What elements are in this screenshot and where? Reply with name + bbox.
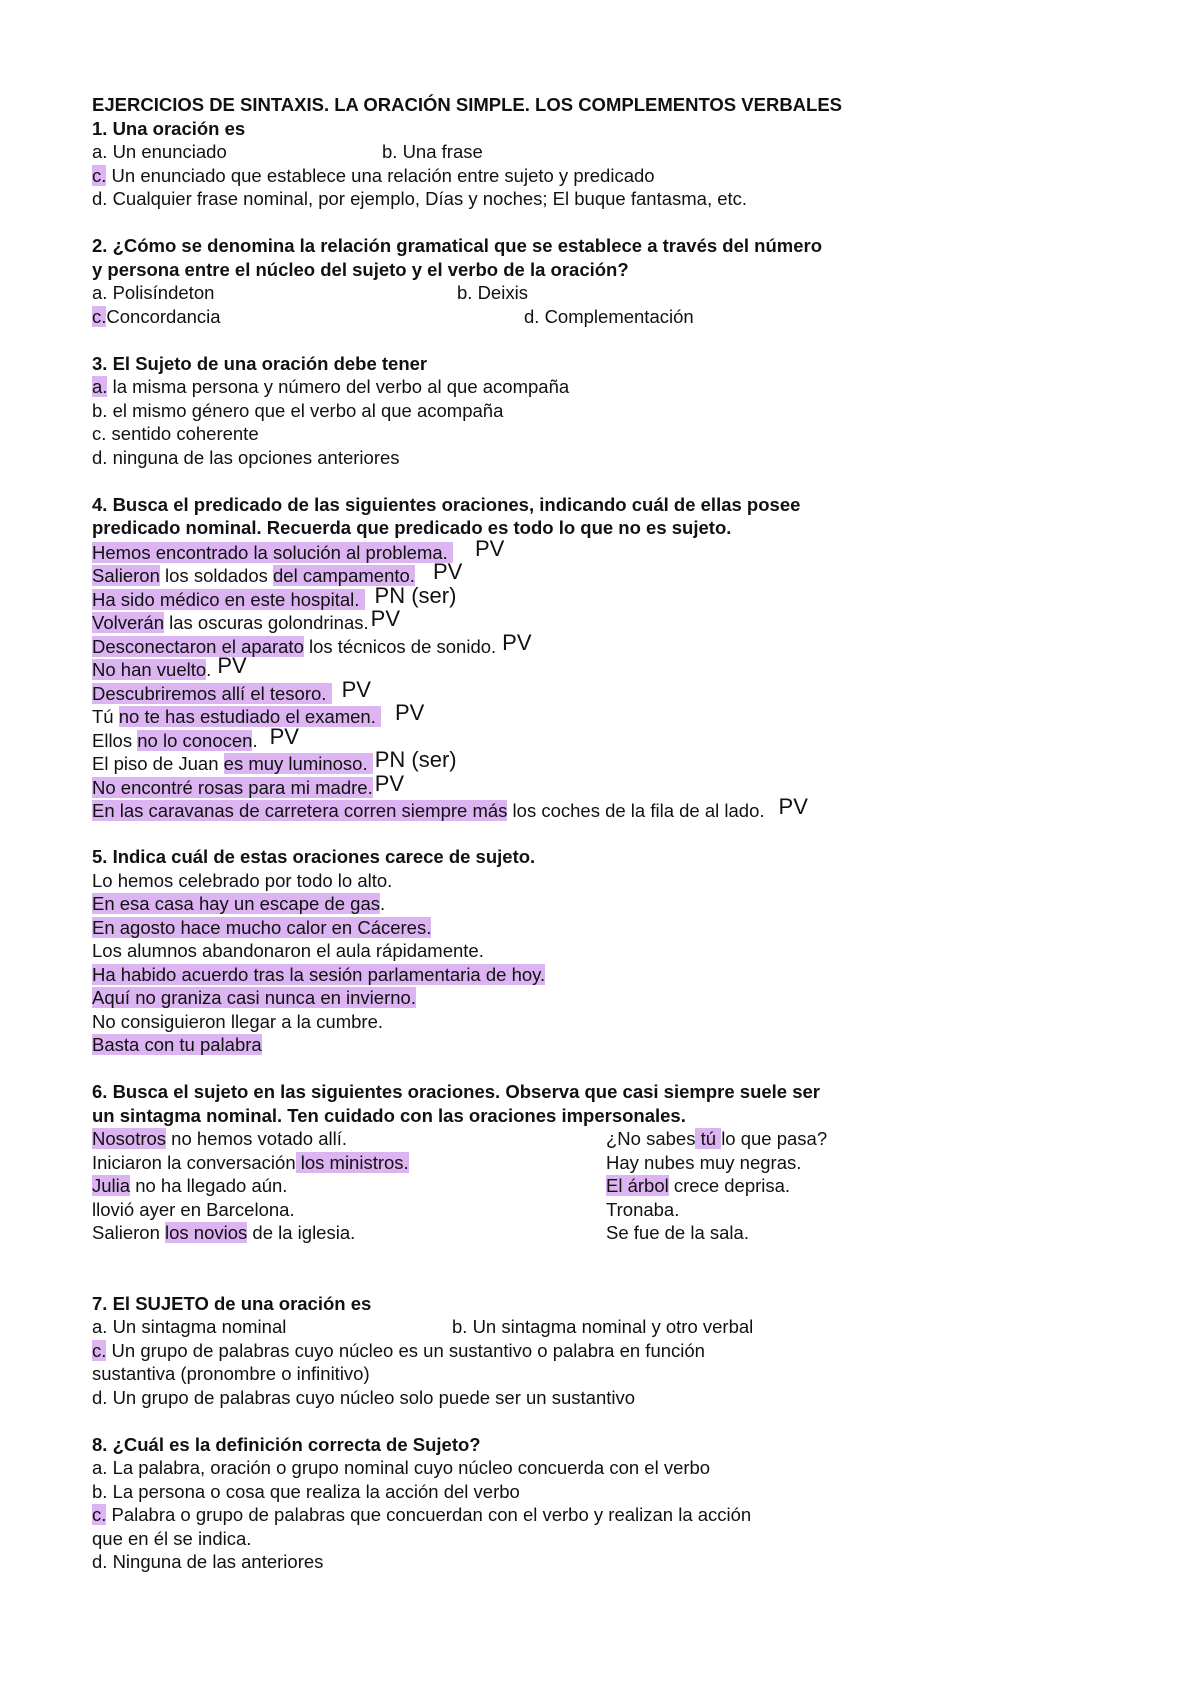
q2-option-c-text: Concordancia (106, 305, 221, 327)
subject-highlight: tú (695, 1128, 722, 1149)
q8-option-a: a. La palabra, oración o grupo nominal cuyo núcleo concuerda con el verbo (92, 1457, 711, 1478)
q8-question: 8. ¿Cuál es la definición correcta de Sujeto? (92, 1433, 481, 1455)
predicate-highlight: Desconectaron el aparato (92, 635, 304, 657)
sentence-text: Tú (92, 706, 119, 727)
predicate-highlight: No han vuelto (92, 659, 207, 680)
predicate-highlight: es muy luminoso. (223, 753, 373, 774)
q2-options-cd (92, 305, 1132, 329)
q7-option-b: b. Un sintagma nominal y otro verbal (452, 1316, 754, 1337)
q6-right-sentence-2: Hay nubes muy negras. (606, 1151, 802, 1173)
predicate-highlight: no te has estudiado el examen. (118, 706, 381, 727)
q5-sentence-7: No consiguieron llegar a la cumbre. (92, 1010, 384, 1032)
q4-sentence-11 (92, 770, 1132, 799)
q7-option-c-cont: sustantiva (pronombre o infinitivo) (92, 1363, 370, 1384)
q2-option-a: a. Polisíndeton (92, 282, 215, 303)
predicate-highlight: Volverán (92, 612, 164, 633)
q8-option-d: d. Ninguna de las anteriores (92, 1551, 324, 1572)
impersonal-highlight: Aquí no graniza casi nunca en invierno. (92, 987, 416, 1008)
answer-annotation: PV (778, 794, 808, 819)
q4-sentence-7 (92, 676, 1132, 705)
q6-row-2 (92, 1151, 1132, 1175)
q4-sentence-1 (92, 535, 1132, 564)
sentence-text: de la iglesia. (247, 1222, 356, 1243)
predicate-highlight: No encontré rosas para mi madre. (92, 776, 373, 798)
q2-option-c-marker: c. (92, 305, 107, 327)
q4-sentence-8 (92, 700, 1132, 728)
predicate-highlight: no lo conocen (137, 729, 253, 751)
subject-highlight: Nosotros (92, 1128, 167, 1149)
q7-option-d: d. Un grupo de palabras cuyo núcleo solo puede ser un sustantivo (92, 1386, 636, 1408)
sentence-text: las oscuras golondrinas. (164, 612, 369, 633)
q8-option-b: b. La persona o cosa que realiza la acción del verbo (92, 1480, 520, 1502)
q4-sentence-12 (92, 794, 1132, 822)
q3-option-c: c. sentido coherente (92, 423, 259, 444)
q5-sentence-3 (92, 916, 1132, 940)
predicate-highlight: Descubriremos allí el tesoro. (92, 682, 332, 704)
answer-annotation: PV (217, 653, 247, 678)
q3-option-a-marker: a. (92, 376, 108, 397)
sentence-text: los soldados (159, 565, 274, 586)
q6-right-sentence-1 (606, 1127, 827, 1151)
predicate-highlight: del campamento. (273, 565, 415, 586)
q4-sentence-4 (92, 606, 1132, 634)
document-content (92, 93, 1132, 1574)
q2-option-d: d. Complementación (524, 305, 694, 327)
q4-question-line2: predicado nominal. Recuerda que predicado es todo lo que no es sujeto. (92, 517, 732, 538)
q8-option-c (92, 1503, 1132, 1527)
q1-option-c-marker: c. (92, 164, 107, 186)
sentence-text: . (252, 729, 258, 751)
predicate-highlight: Salieron (92, 565, 160, 586)
q4-sentence-3 (92, 582, 1132, 611)
q8-option-c-cont: que en él se indica. (92, 1527, 252, 1549)
q3-question: 3. El Sujeto de una oración debe tener (92, 352, 428, 374)
q2-question-line2: y persona entre el núcleo del sujeto y el verbo de la oración? (92, 258, 629, 280)
sentence-text: no hemos votado allí. (166, 1128, 348, 1149)
q3-option-d: d. ninguna de las opciones anteriores (92, 446, 400, 468)
q5-sentence-6 (92, 986, 1132, 1010)
impersonal-highlight: Ha habido acuerdo tras la sesión parlamentaria de hoy. (92, 963, 546, 985)
q1-option-d: d. Cualquier frase nominal, por ejemplo, Días y noches; El buque fantasma, etc. (92, 188, 748, 209)
answer-annotation: PV (474, 535, 505, 561)
answer-annotation: PV (341, 676, 371, 702)
q2-option-b: b. Deixis (457, 282, 528, 303)
predicate-highlight: Ha sido médico en este hospital. (92, 588, 365, 610)
q5-question: 5. Indica cuál de estas oraciones carece de sujeto. (92, 846, 536, 867)
subject-highlight: los novios (165, 1222, 248, 1243)
sentence-text: Salieron (92, 1222, 166, 1243)
answer-annotation: PV (374, 770, 405, 796)
subject-highlight: los ministros. (295, 1151, 409, 1173)
q8-option-c-marker: c. (92, 1504, 107, 1525)
q6-right-sentence-4: Tronaba. (606, 1198, 680, 1220)
q6-right-sentence-3 (606, 1174, 790, 1198)
sentence-text: ¿No sabes (606, 1128, 696, 1149)
sentence-text: llovió ayer en Barcelona. (92, 1198, 295, 1220)
q6-right-sentence-5: Se fue de la sala. (606, 1222, 749, 1243)
q1-option-b: b. Una frase (382, 141, 483, 162)
q1-option-a: a. Un enunciado (92, 141, 227, 162)
subject-highlight: El árbol (606, 1175, 669, 1196)
q4-question-line1: 4. Busca el predicado de las siguientes oraciones, indicando cuál de ellas posee (92, 493, 801, 515)
predicate-highlight: En las caravanas de carretera corren siempre más (92, 800, 508, 821)
q3-option-a-text: la misma persona y número del verbo al que acompaña (107, 376, 570, 397)
q7-option-c-text: Un grupo de palabras cuyo núcleo es un sustantivo o palabra en función (106, 1339, 705, 1361)
q5-sentence-2 (92, 892, 1132, 916)
q6-question-line2: un sintagma nominal. Ten cuidado con las oraciones impersonales. (92, 1104, 686, 1126)
sentence-text: los técnicos de sonido. (303, 635, 497, 657)
q7-option-a: a. Un sintagma nominal (92, 1316, 287, 1337)
q3-option-b: b. el mismo género que el verbo al que acompaña (92, 399, 504, 421)
answer-annotation: PV (370, 606, 400, 631)
q6-question-line1: 6. Busca el sujeto en las siguientes oraciones. Observa que casi siempre suele ser (92, 1081, 821, 1102)
sentence-text: . (379, 893, 386, 914)
answer-annotation: PN (ser) (374, 747, 457, 772)
q3-option-a (92, 375, 1132, 399)
sentence-text: Ellos (92, 729, 138, 751)
q1-option-c (92, 164, 1132, 188)
answer-annotation: PV (269, 723, 299, 749)
sentence-text: no ha llegado aún. (130, 1175, 288, 1196)
answer-annotation: PN (ser) (374, 582, 457, 608)
q4-sentence-9 (92, 723, 1132, 752)
document-title: EJERCICIOS DE SINTAXIS. LA ORACIÓN SIMPLE. LOS COMPLEMENTOS VERBALES (92, 94, 843, 115)
subject-highlight: Julia (92, 1175, 131, 1196)
q1-question: 1. Una oración es (92, 117, 246, 139)
q6-row-1 (92, 1127, 1132, 1151)
q7-option-c (92, 1339, 1132, 1363)
q7-question: 7. El SUJETO de una oración es (92, 1292, 372, 1314)
answer-annotation: PV (395, 700, 425, 725)
sentence-text: Iniciaron la conversación (92, 1151, 296, 1173)
impersonal-highlight: Basta con tu palabra (92, 1034, 262, 1055)
q2-options-ab (92, 281, 1132, 305)
q5-sentence-5 (92, 963, 1132, 987)
impersonal-highlight: En agosto hace mucho calor en Cáceres. (92, 916, 432, 938)
q8-option-c-text: Palabra o grupo de palabras que concuerdan con el verbo y realizan la acción (106, 1504, 752, 1525)
q7-options-ab (92, 1315, 1132, 1339)
impersonal-highlight: En esa casa hay un escape de gas (92, 893, 380, 914)
q5-sentence-4: Los alumnos abandonaron el aula rápidamente. (92, 940, 484, 961)
q6-row-4 (92, 1198, 1132, 1222)
q4-sentence-2 (92, 559, 1132, 587)
q5-sentence-1: Lo hemos celebrado por todo lo alto. (92, 869, 393, 891)
q2-question-line1: 2. ¿Cómo se denomina la relación gramatical que se establece a través del número (92, 235, 823, 256)
q4-sentence-10 (92, 747, 1132, 775)
sentence-text: lo que pasa? (721, 1128, 828, 1149)
answer-annotation: PV (432, 559, 463, 584)
sentence-text: crece deprisa. (668, 1175, 791, 1196)
q6-row-5 (92, 1221, 1132, 1245)
sentence-text: El piso de Juan (92, 753, 224, 774)
answer-annotation: PV (502, 629, 532, 655)
sentence-text: . (206, 659, 212, 680)
q4-sentence-5 (92, 629, 1132, 658)
sentence-text: los coches de la fila de al lado. (507, 800, 765, 821)
q1-options-ab (92, 140, 1132, 164)
q5-sentence-8 (92, 1033, 1132, 1057)
q4-sentence-6 (92, 653, 1132, 681)
predicate-highlight: Hemos encontrado la solución al problema. (92, 541, 453, 563)
q1-option-c-text: Un enunciado que establece una relación entre sujeto y predicado (106, 164, 655, 186)
q6-row-3 (92, 1174, 1132, 1198)
q7-option-c-marker: c. (92, 1339, 107, 1361)
